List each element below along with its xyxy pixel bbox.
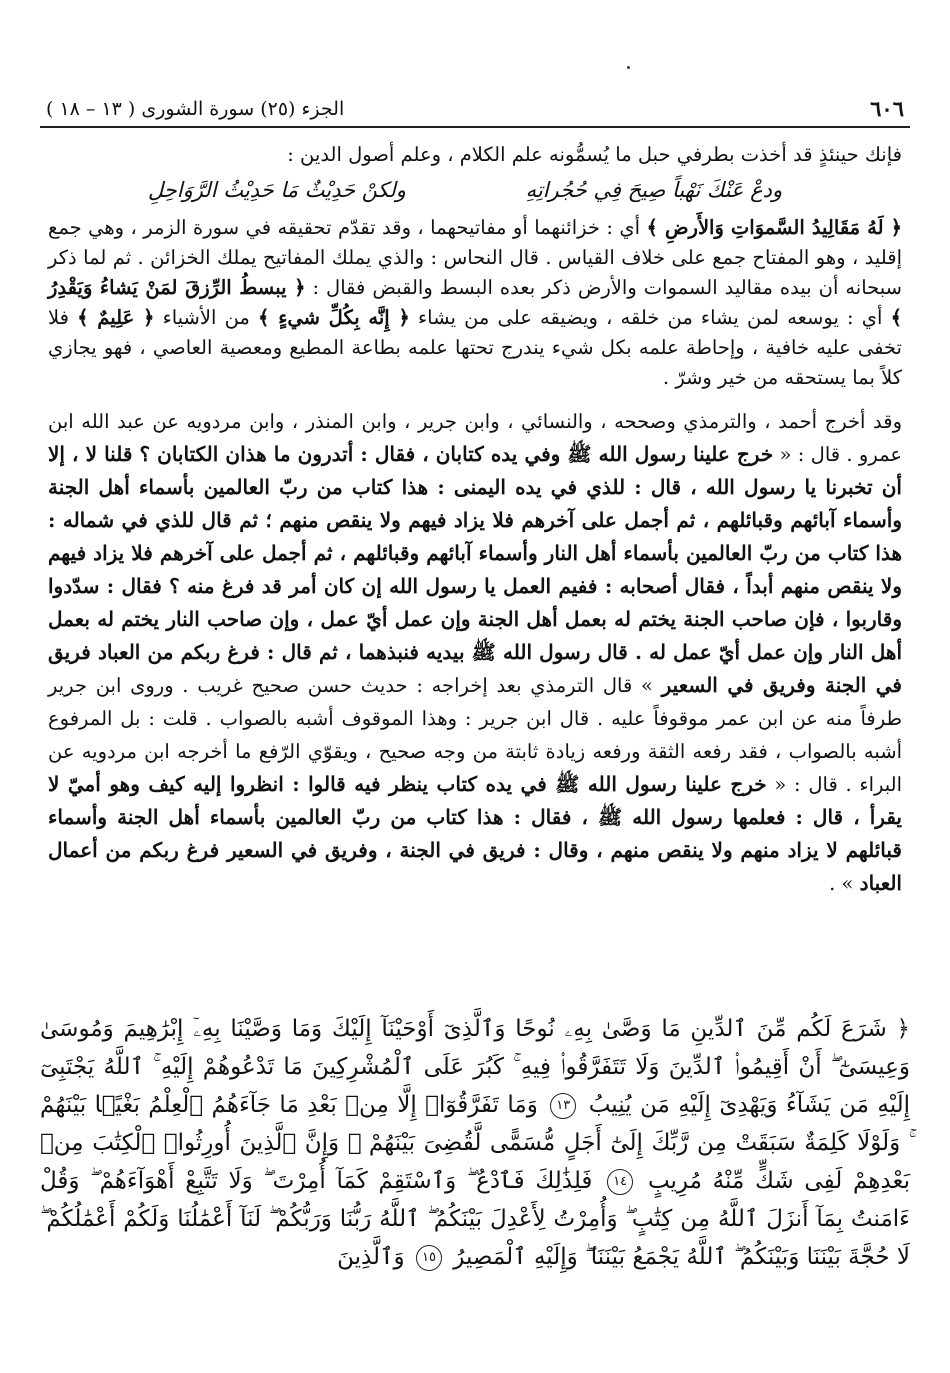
- verse-first-hemistich: ودعْ عَنْكَ نَهْباً صِيحَ فِي حُجُراتِهِ: [525, 177, 783, 202]
- intro-line: فإنك حينئذٍ قد أخذت بطرفي حبل ما يُسمُّونه علم الكلام ، وعلم أصول الدين :: [287, 143, 902, 166]
- hadith-text: خرج علينا رسول الله ﷺ في يده كتاب ينظر فيه قالوا : انظروا إليه كيف وهو أميّ لا يقرأ ، قال : فعلمها رسول الله ﷺ ، فقال : هذا كتاب من ربّ العالمين بأسماء أهل الجنة وأسماء قبائلهم لا يزاد منهم ولا ينقص منهم ، وقال : فريق في الجنة ، وفريق في السعير فرغ ربكم من أعمال العباد: [48, 771, 902, 895]
- quran-segment: وَمَا تَفَرَّقُوٓا۟ إِلَّا مِنۢ بَعْدِ مَا جَآءَهُمُ ٱلْعِلْمُ بَغْيًۢا بَيْنَهُمْ ۚ وَلَوْلَا كَلِمَةٌ سَبَقَتْ مِن رَّبِّكَ إِلَىٰٓ أَجَلٍ مُّسَمًّى لَّقُضِىَ بَيْنَهُمْ ۚ وَإِنَّ ٱلَّذِينَ أُورِثُوا۟ ٱلْكِتَٰبَ مِنۢ بَعْدِهِمْ لَفِى شَكٍّ مِّنْهُ مُرِيبٍ: [40, 1092, 910, 1194]
- quran-segment: ﴿ شَرَعَ لَكُم مِّنَ ٱلدِّينِ مَا وَصَّىٰ بِهِۦ نُوحًا وَٱلَّذِىٓ أَوْحَيْنَآ إِلَيْكَ وَمَا وَصَّيْنَا بِهِۦٓ إِبْرَٰهِيمَ وَمُوسَىٰ وَعِيسَىٰٓ ۖ أَنْ أَقِيمُوا۟ ٱلدِّينَ وَلَا تَتَفَرَّقُوا۟ فِيهِ ۚ كَبُرَ عَلَى ٱلْمُشْرِكِينَ مَا تَدْعُوهُمْ إِلَيْهِ ۚ ٱللَّهُ يَجْتَبِىٓ إِلَيْهِ مَن يَشَآءُ وَيَهْدِىٓ إِلَيْهِ مَن يُنِيبُ: [40, 1016, 911, 1118]
- page-header: [40, 92, 910, 128]
- ayah-number-marker: ١٤: [607, 1169, 633, 1195]
- ayah-number-marker: ١٥: [416, 1245, 442, 1271]
- quran-quote: ﴿ يبسطُ الرِّزقَ لمَنْ يَشاءُ وَيَقْدِرُ ﴾: [48, 275, 903, 329]
- paragraph-text: فلا تخفى عليه خافية ، وإحاطة علمه بكل شيء يندرج تحتها علمه بطاعة المطيع ومعصية العاصي ، فهو يجازي كلاً بما يستحقه من خير وشرّ .: [48, 305, 902, 389]
- hadith-intro: وقد أخرج أحمد ، والترمذي وصححه ، والنسائي ، وابن جرير ، وابن المنذر ، وابن مردويه عن عبد الله ابن عمرو . قال :: [48, 409, 902, 466]
- ayah-number-marker: ١٣: [550, 1093, 576, 1119]
- quran-quote: ﴿ لَهُ مَقَالِيدُ السَّموَاتِ وَالأَرضِ ﴾: [646, 215, 902, 239]
- quran-quote: ﴿ إِنَّه بِكُلِّ شيءٍ ﴾: [258, 305, 410, 329]
- hadith-commentary: » قال الترمذي بعد إخراجه : حديث حسن صحيح غريب . وروى ابن جرير طرفاً منه عن ابن عمر موقوفاً عليه . قال ابن جرير : وهذا الموقوف أشبه بالصواب . قلت : بل المرفوع أشبه بالصواب ، فقد رفعه الثقة ورفعه زيادة ثابتة من وجه صحيح ، ويقوّي الرّفع ما أخرجه ابن مردويه عن البراء . قال : «: [48, 673, 903, 796]
- page-number: ٦٠٦: [870, 96, 904, 121]
- quran-text-block: [40, 1010, 910, 1276]
- running-head: الجزء (٢٥) سورة الشورى ( ١٣ – ١٨ ): [46, 98, 345, 120]
- poetry-verse: [88, 171, 842, 209]
- quran-quote: ﴿ عَلِيمٌ ﴾: [77, 305, 155, 329]
- hadith-end: » .: [829, 871, 854, 895]
- hadith-text: خرج علينا رسول الله ﷺ وفي يده كتابان ، فقال : أتدرون ما هذان الكتابان ؟ قلنا لا ، إلا أن تخبرنا يا رسول الله ، قال : للذي في يده اليمنى : هذا كتاب من ربّ العالمين بأسماء أهل الجنة وأسماء آبائهم وقبائلهم ، ثم أجمل على آخرهم فلا يزاد فيهم ولا ينقص منهم ؛ ثم قال للذي في شماله : هذا كتاب من ربّ العالمين بأسماء أهل النار وأسماء آبائهم وقبائلهم ، ثم أجمل على آخرهم فلا يزاد فيهم ولا ينقص منهم أبداً ، فقال أصحابه : ففيم العمل يا رسول الله إن كان أمر قد فرغ منه ؟ فقال : سدّدوا وقاربوا ، فإن صاحب الجنة يختم له بعمل أهل الجنة وإن عمل أيّ عمل ، وإن صاحب النار يختم له بعمل أهل النار وإن عمل أيّ عمل له . قال رسول الله ﷺ بيديه فنبذهما ، ثم قال : فرغ ربكم من العباد فريق في الجنة وفريق في السعير: [48, 441, 902, 697]
- quran-segment: فَلِذَٰلِكَ فَٱدْعُ ۖ وَٱسْتَقِمْ كَمَآ أُمِرْتَ ۖ وَلَا تَتَّبِعْ أَهْوَآءَهُمْ ۖ وَقُلْ ءَامَنتُ بِمَآ أَنزَلَ ٱللَّهُ مِن كِتَٰبٍ ۖ وَأُمِرْتُ لِأَعْدِلَ بَيْنَكُمُ ۖ ٱللَّهُ رَبُّنَا وَرَبُّكُمْ ۖ لَنَآ أَعْمَٰلُنَا وَلَكُمْ أَعْمَٰلُكُمْ ۖ لَا حُجَّةَ بَيْنَنَا وَبَيْنَكُمُ ۖ ٱللَّهُ يَجْمَعُ بَيْنَنَا ۖ وَإِلَيْهِ ٱلْمَصِيرُ: [40, 1168, 910, 1270]
- quran-segment: وَٱلَّذِينَ: [337, 1244, 405, 1270]
- commentary-body: [48, 140, 902, 900]
- page-speck: [627, 66, 630, 69]
- tafsir-paragraph: [48, 213, 902, 393]
- paragraph-text: أي : يوسعه لمن يشاء من خلقه ، ويضيقه على من يشاء: [418, 305, 883, 329]
- paragraph-text: أي : خزائنهما أو مفاتيحهما ، وقد تقدّم تحقيقه في سورة الزمر ، وهي جمع إقليد ، وهو المفتاح جمع على خلاف القياس . قال النحاس : والذي يملك المفاتيح يملك الخزائن . ثم لما ذكر سبحانه أن بيده مقاليد السموات والأرض ذكر بعده البسط والقبض فقال :: [48, 215, 902, 299]
- paragraph-gap: [48, 393, 902, 405]
- paragraph-text: من الأشياء: [162, 305, 250, 329]
- hadith-paragraph: وقد أخرج أحمد ، والترمذي وصححه ، والنسائي ، وابن جرير ، وابن المنذر ، وابن مردويه عن عبد الله ابن عمرو . قال : « خرج علينا رسول الله ﷺ وفي يده كتابان ، فقال : أتدرون ما هذان الكتابان ؟ قلنا لا ، إلا أن تخبرنا يا رسول الله ، قال : للذي في يده اليمنى : هذا كتاب من ربّ العالمين بأسماء أهل الجنة وأسماء آبائهم وقبائلهم ، ثم أجمل على آخرهم فلا يزاد فيهم ولا ينقص منهم ؛ ثم قال للذي في شماله : هذا كتاب من ربّ العالمين بأسماء أهل النار وأسماء آبائهم وقبائلهم ، ثم أجمل على آخرهم فلا يزاد فيهم ولا ينقص منهم أبداً ، فقال أصحابه : ففيم العمل يا رسول الله إن كان أمر قد فرغ منه ؟ فقال : سدّدوا وقاربوا ، فإن صاحب الجنة يختم له بعمل أهل الجنة وإن عمل أيّ عمل ، وإن صاحب النار يختم له بعمل أهل النار وإن عمل أيّ عمل له . قال رسول الله ﷺ بيديه فنبذهما ، ثم قال : فرغ ربكم من العباد فريق في الجنة وفريق في السعير » قال الترمذي بعد إخراجه : حديث حسن صحيح غريب . وروى ابن جرير طرفاً منه عن ابن عمر موقوفاً عليه . قال ابن جرير : وهذا الموقوف أشبه بالصواب . قلت : بل المرفوع أشبه بالصواب ، فقد رفعه الثقة ورفعه زيادة ثابتة من وجه صحيح ، ويقوّي الرّفع ما أخرجه ابن مردويه عن البراء . قال : « خرج علينا رسول الله ﷺ في يده كتاب ينظر فيه قالوا : انظروا إليه كيف وهو أميّ لا يقرأ ، قال : فعلمها رسول الله ﷺ ، فقال : هذا كتاب من ربّ العالمين بأسماء أهل الجنة وأسماء قبائلهم لا يزاد منهم ولا ينقص منهم ، وقال : فريق في الجنة ، وفريق في السعير فرغ ربكم من أعمال العباد » .: [48, 409, 903, 895]
- verse-second-hemistich: ولكنْ حَدِيْثٌ مَا حَدِيْثُ الرَّوَاحِلِ: [147, 177, 406, 202]
